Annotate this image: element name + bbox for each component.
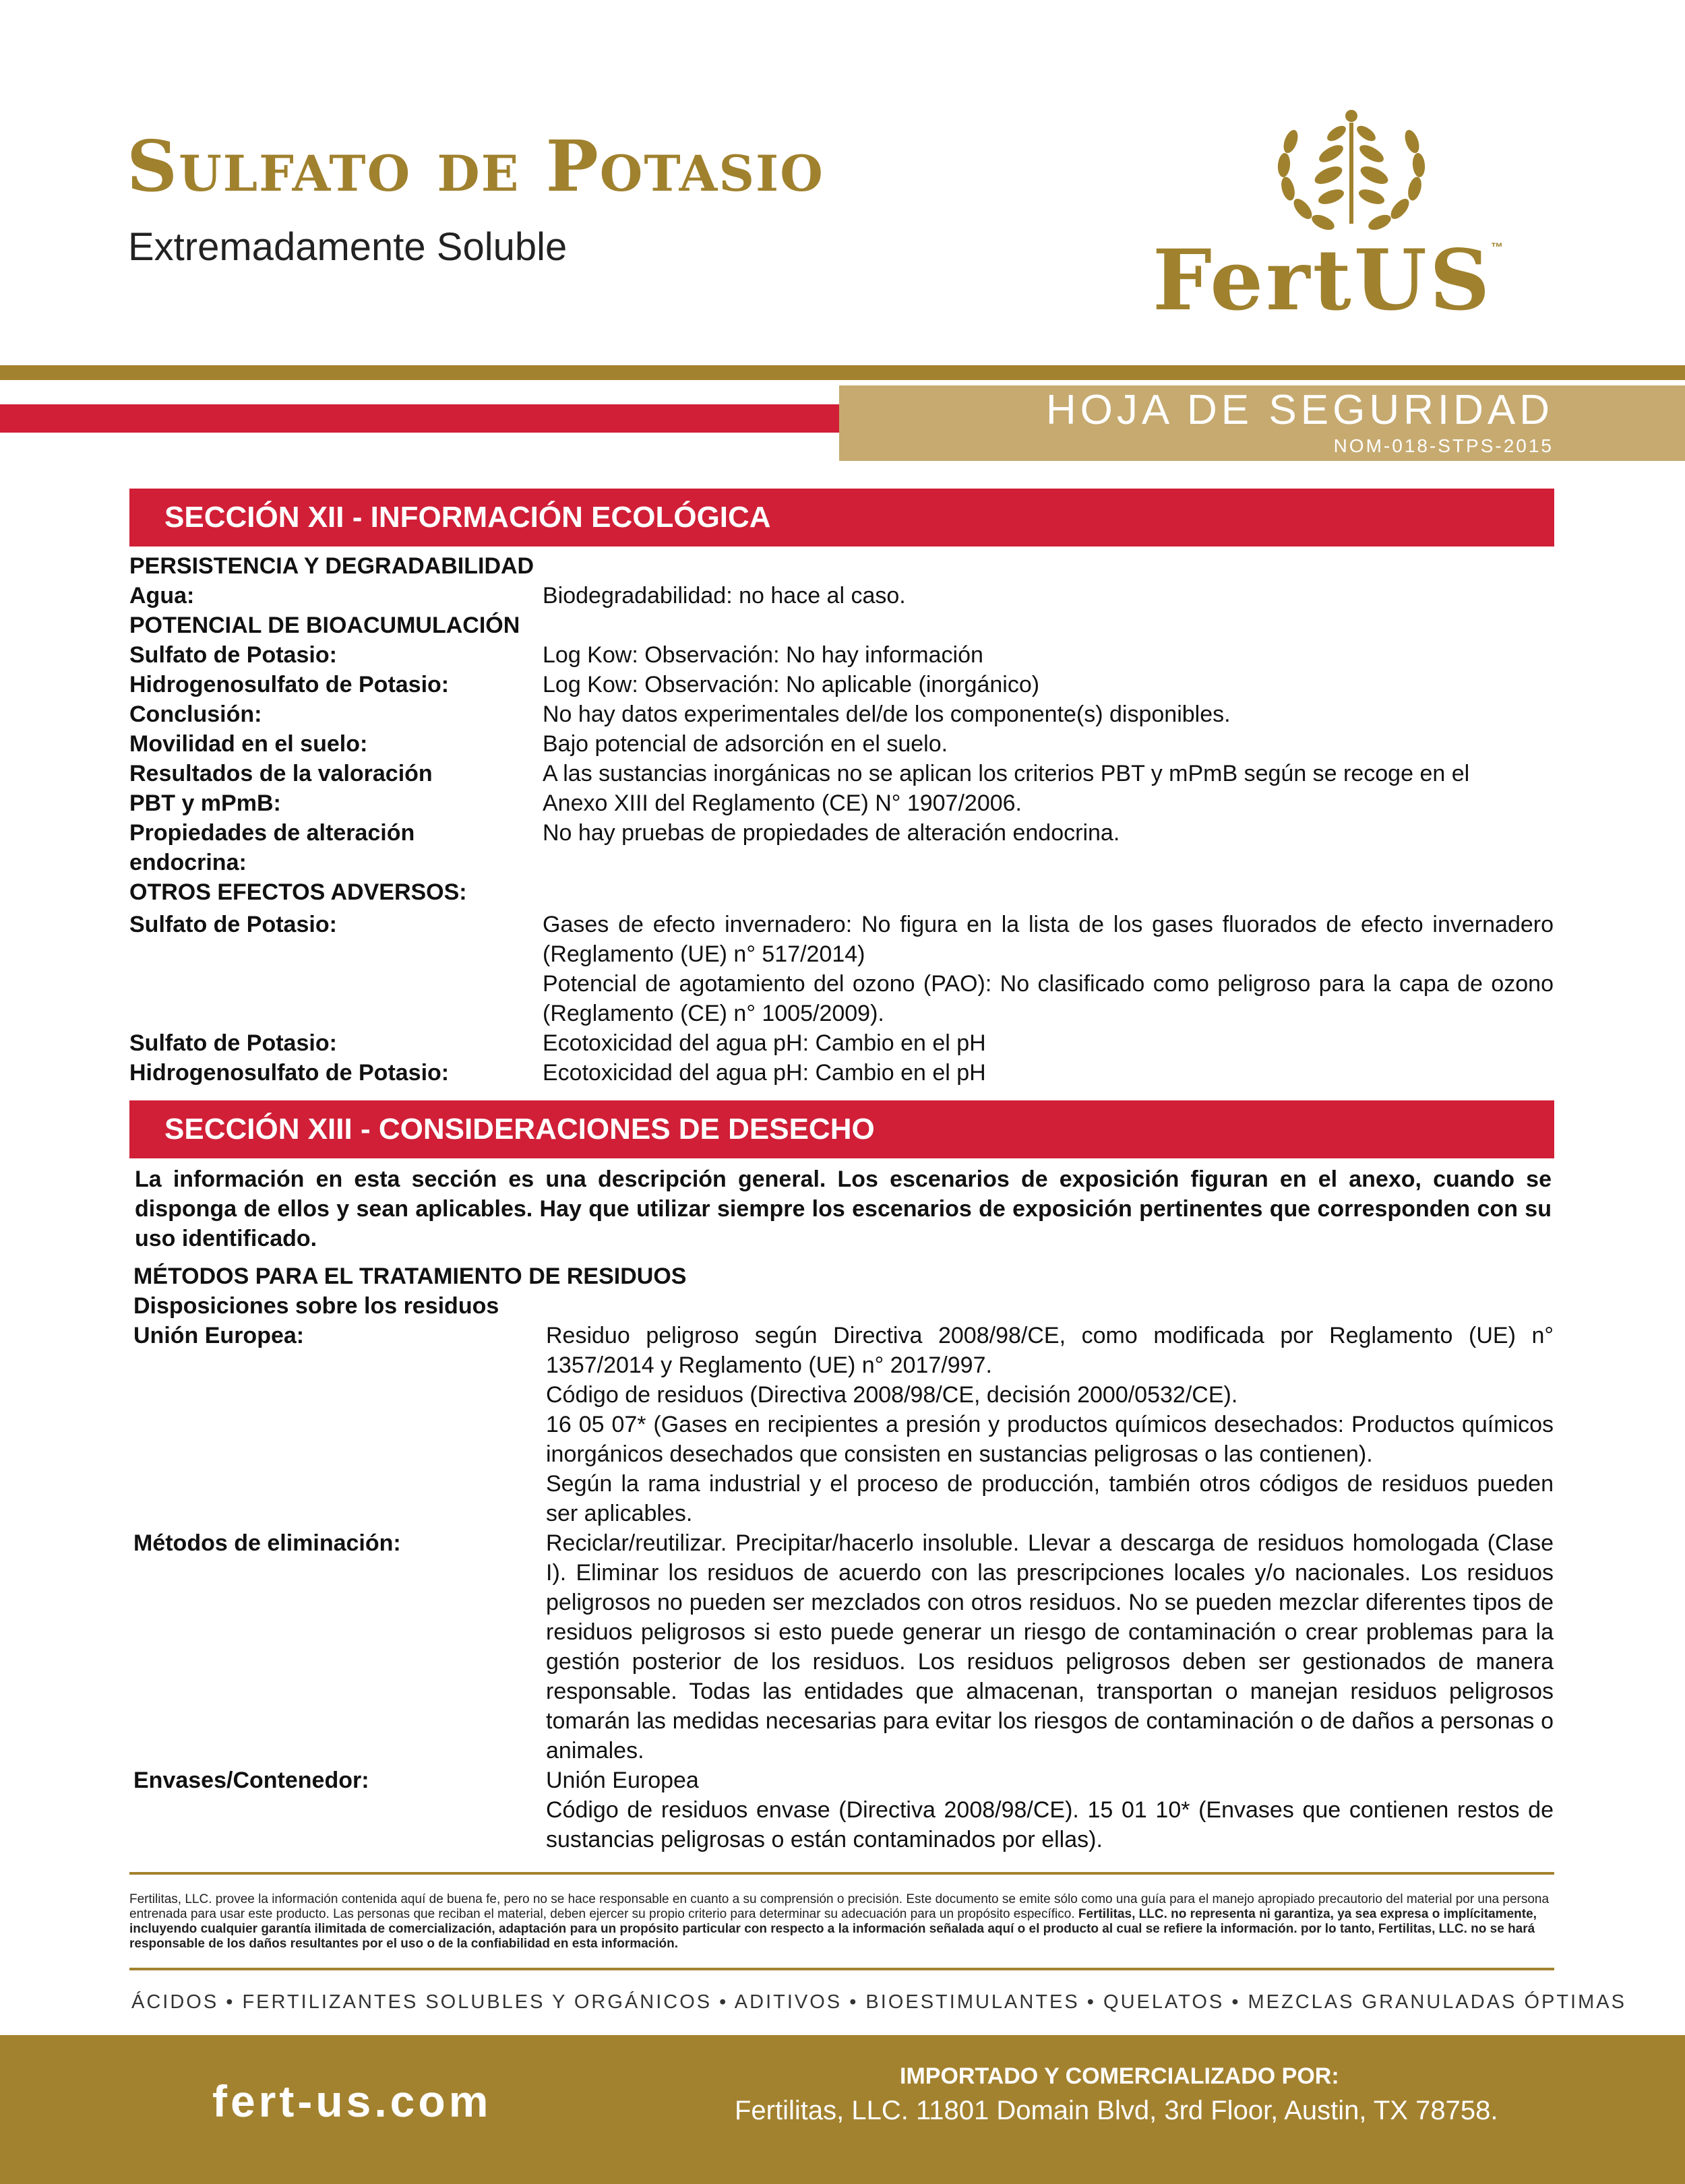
doc-type-title: HOJA DE SEGURIDAD xyxy=(1045,387,1554,433)
ozone-value: Potencial de agotamiento del ozono (PAO): No clasificado como peligroso para la capa de ozono (Reglamento (CE) n° 1005/2009). xyxy=(543,971,1554,1026)
pbt-value-line2: Anexo XIII del Reglamento (CE) N° 1907/2006. xyxy=(543,790,1022,816)
ecotox-hidro-value: Ecotoxicidad del agua pH: Cambio en el pH xyxy=(543,1060,986,1086)
sulfato-value: Log Kow: Observación: No hay información xyxy=(543,642,983,668)
conclusion-label: Conclusión: xyxy=(129,701,262,727)
packaging-value-1: Unión Europea xyxy=(546,1768,699,1793)
pbt-label-line2: PBT y mPmB: xyxy=(129,790,281,816)
disclaimer xyxy=(129,1892,1554,1952)
disclaimer-text: Fertilitas, LLC. provee la información contenida aquí de buena fe, pero no se hace responsable en cuanto a su comprensión o precisión. Este documento se emite sólo como una guía para el manejo apropiado precautorio del material por una persona entrenada para usar este producto. Las personas que reciban el material, deben ejercer su propio criterio para determinar su adecuación para un propósito específico. xyxy=(129,1892,1550,1921)
packaging-value-2: Código de residuos envase (Directiva 2008/98/CE). 15 01 10* (Envases que contienen restos de sustancias peligrosas o están contaminados por ellas). xyxy=(546,1797,1554,1852)
section-13-header xyxy=(129,1100,1554,1158)
other-effects-sulfato-label: Sulfato de Potasio: xyxy=(129,912,337,937)
fertus-laurel-icon xyxy=(1264,101,1439,236)
ecotox-hidro-label: Hidrogenosulfato de Potasio: xyxy=(129,1060,450,1086)
elimination-label: Métodos de eliminación: xyxy=(133,1530,401,1556)
eu-value-3: 16 05 07* (Gases en recipientes a presión y productos químicos desechados: Productos químicos inorgánicos desechados que consisten en sustancias peligrosas o las contienen). xyxy=(546,1412,1554,1467)
eu-value-1: Residuo peligroso según Directiva 2008/98/CE, como modificada por Reglamento (UE) n° 1357/2014 y Reglamento (UE) n° 2017/997. xyxy=(546,1323,1554,1378)
ecotox-sulfato-value: Ecotoxicidad del agua pH: Cambio en el pH xyxy=(543,1030,986,1056)
hidrogenosulfato-label: Hidrogenosulfato de Potasio: xyxy=(129,672,450,697)
eu-value-4: Según la rama industrial y el proceso de producción, también otros códigos de residuos pueden ser aplicables. xyxy=(546,1471,1554,1526)
bioaccumulation-heading: POTENCIAL DE BIOACUMULACIÓN xyxy=(129,613,520,638)
norm-code: NOM-018-STPS-2015 xyxy=(1333,435,1554,456)
pbt-label-line1: Resultados de la valoración xyxy=(129,761,433,786)
trademark-mark: ™ xyxy=(1491,241,1503,254)
pbt-value-line1: A las sustancias inorgánicas no se aplican los criterios PBT y mPmB según se recoge en el xyxy=(543,761,1470,786)
hidrogenosulfato-value: Log Kow: Observación: No aplicable (inorgánico) xyxy=(543,672,1040,697)
document-subtitle: Extremadamente Soluble xyxy=(128,225,568,269)
website-link[interactable]: fert-us.com xyxy=(212,2076,492,2126)
endocrine-label-line1: Propiedades de alteración xyxy=(129,820,415,846)
persistence-heading: PERSISTENCIA Y DEGRADABILIDAD xyxy=(129,553,534,579)
elimination-value: Reciclar/reutilizar. Precipitar/hacerlo insoluble. Llevar a descarga de residuos homologada (Clase I). Eliminar los residuos de acuerdo con las prescripciones locales y/o nacionales. Los residuos peligrosos no pueden ser mezclados con otros residuos. No se pueden mezclar diferentes tipos de residuos peligrosos si esto puede generar un riesgo de contaminación o crear problemas para la gestión posterior de los residuos. Los residuos peligrosos deben ser gestionados de manera responsable. Todas las entidades que almacenan, transportan o manejan residuos peligrosos tomarán las medidas necesarias para evitar los riesgos de contaminación o de daños a personas o animales. xyxy=(546,1530,1554,1764)
section-13-title: SECCIÓN XIII - CONSIDERACIONES DE DESECHO xyxy=(164,1113,875,1146)
agua-label: Agua: xyxy=(129,583,195,609)
section-13-intro: La información en esta sección es una descripción general. Los escenarios de exposición figuran en el anexo, cuando se disponga de ellos y sean aplicables. Hay que utilizar siempre los escenarios de exposición pertinentes que corresponden con su uso identificado. xyxy=(135,1166,1552,1251)
product-categories-tagline: ÁCIDOS • FERTILIZANTES SOLUBLES Y ORGÁNICOS • ADITIVOS • BIOESTIMULANTES • QUELATOS • MEZCLAS GRANULADAS ÓPTIMAS xyxy=(131,1991,1626,2013)
other-effects-heading: OTROS EFECTOS ADVERSOS: xyxy=(129,879,467,905)
conclusion-value: No hay datos experimentales del/de los componente(s) disponibles. xyxy=(543,701,1231,727)
gold-divider xyxy=(0,365,1685,380)
endocrine-label-line2: endocrina: xyxy=(129,850,247,875)
footer-divider-top xyxy=(129,1872,1554,1875)
disclaimer-bold-text: Fertilitas, LLC. no representa ni garantiza, ya sea expresa o implícitamente, incluyendo cualquier garantía ilimitada de comercialización, adaptación para un propósito particular con respecto a la información señalada aquí o el producto al cual se refiere la información. por lo tanto, Fertilitas, LLC. no se hará responsable de los daños resultantes por el uso o de la confiabilidad en esta información. xyxy=(129,1907,1537,1951)
red-band xyxy=(0,404,839,433)
movilidad-label: Movilidad en el suelo: xyxy=(129,731,368,757)
movilidad-value: Bajo potencial de adsorción en el suelo. xyxy=(543,731,948,757)
endocrine-value: No hay pruebas de propiedades de alteración endocrina. xyxy=(543,820,1120,846)
document-title: Sulfato de Potasio xyxy=(127,125,824,208)
section-12-title: SECCIÓN XII - INFORMACIÓN ECOLÓGICA xyxy=(164,501,771,534)
importer-heading: IMPORTADO Y COMERCIALIZADO POR: xyxy=(900,2063,1339,2089)
agua-value: Biodegradabilidad: no hace al caso. xyxy=(543,583,906,609)
sulfato-label: Sulfato de Potasio: xyxy=(129,642,337,668)
methods-heading: MÉTODOS PARA EL TRATAMIENTO DE RESIDUOS xyxy=(133,1263,687,1289)
fertus-logo-text: FertUS xyxy=(1153,232,1493,330)
packaging-label: Envases/Contenedor: xyxy=(133,1768,369,1793)
section-12-header xyxy=(129,489,1554,547)
importer-address: Fertilitas, LLC. 11801 Domain Blvd, 3rd Floor, Austin, TX 78758. xyxy=(735,2096,1498,2125)
footer-divider-bottom xyxy=(129,1968,1554,1970)
eu-label: Unión Europea: xyxy=(133,1323,305,1348)
greenhouse-gases-value: Gases de efecto invernadero: No figura en la lista de los gases fluorados de efecto invernadero (Reglamento (UE) n° 517/2014) xyxy=(543,912,1554,967)
ecotox-sulfato-label: Sulfato de Potasio: xyxy=(129,1030,337,1056)
disposal-heading: Disposiciones sobre los residuos xyxy=(133,1293,499,1319)
eu-value-2: Código de residuos (Directiva 2008/98/CE, decisión 2000/0532/CE). xyxy=(546,1382,1238,1408)
